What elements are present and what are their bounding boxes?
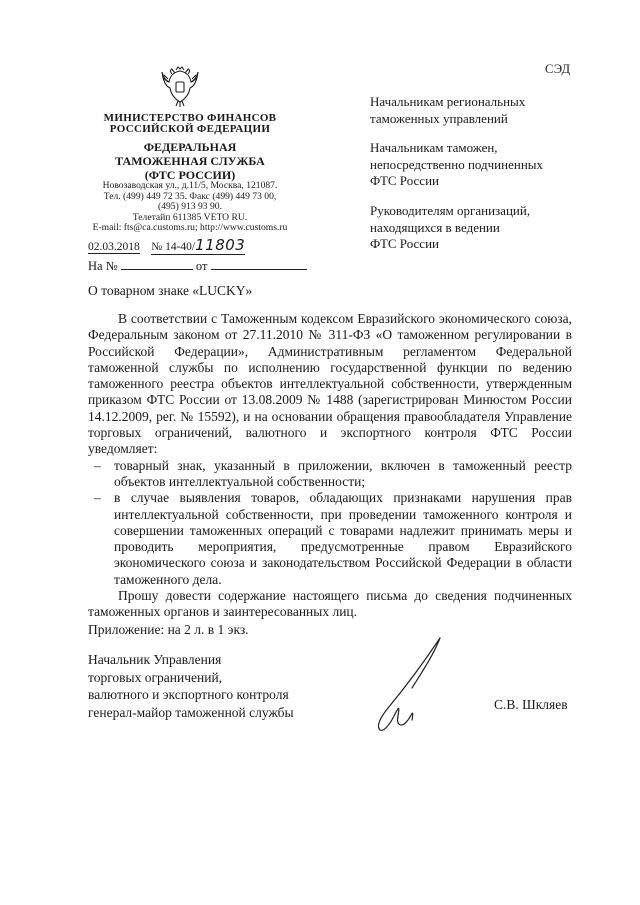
letter-subject: О товарном знаке «LUCKY»	[88, 283, 253, 298]
service-line: ФЕДЕРАЛЬНАЯ	[143, 140, 237, 154]
reference-from-blank	[211, 259, 307, 270]
body-bullets	[88, 458, 572, 588]
bullet-text: товарный знак, указанный в приложении, включен в таможенный реестр объектов интеллектуальной собственности;	[114, 457, 572, 489]
list-item: – в случае выявления товаров, обладающих признаками нарушения прав интеллектуальной собственности, при проведении таможенного контроля и совершении таможенных операций с товарами надлежит принимать меры и проводить мероприятия, предусмотренные правом Евразийского экономического союза и законодательством Российской Федерации в области таможенного дела.	[94, 490, 572, 587]
ministry-line: МИНИСТЕРСТВО ФИНАНСОВ	[103, 112, 277, 124]
signatory-line: валютного и экспортного контроля	[88, 687, 289, 702]
handwritten-signature	[368, 636, 458, 736]
contact-details	[80, 181, 300, 234]
service-line: ТАМОЖЕННАЯ СЛУЖБА	[115, 154, 265, 168]
contact-line: Новозаводская ул., д.11/5, Москва, 121087.	[102, 180, 278, 191]
registration-number-handwritten: 11803	[195, 236, 246, 254]
signatory-line: Начальник Управления	[88, 652, 222, 667]
registration-date: 02.03.2018	[88, 241, 140, 253]
body-closing: Прошу довести содержание настоящего письма до сведения подчиненных таможенных органов и заинтересованных лиц.	[88, 588, 572, 620]
coat-of-arms-emblem	[161, 66, 199, 108]
body-intro: В соответствии с Таможенным кодексом Евразийского экономического союза, Федеральным законом от 27.11.2010 № 311-ФЗ «О таможенном регулировании в Российской Федерации», Административным регламентом Федеральной таможенной службы по исполнению государственной функции по ведению таможенного реестра объектов интеллектуальной собственности, утвержденным приказом ФТС России от 13.08.2009 № 1488 (зарегистрирован Минюстом России 14.12.2009, рег. № 15592), и на основании обращения правообладателя Управление торговых ограничений, валютного и экспортного контроля ФТС России уведомляет:	[88, 311, 572, 457]
attachment-note: Приложение: на 2 л. в 1 экз.	[88, 622, 249, 637]
signatory-title	[88, 651, 294, 721]
ministry-line: РОССИЙСКОЙ ФЕДЕРАЦИИ	[109, 123, 271, 135]
contact-line: Телетайп 611385 VETO RU.	[132, 211, 248, 223]
contact-line: E-mail: fts@ca.customs.ru; http://www.customs.ru	[92, 222, 288, 234]
contact-line: (495) 913 93 90.	[158, 201, 222, 213]
ministry-name	[90, 113, 290, 135]
letter-body	[88, 311, 572, 621]
addressee-organizations: Руководителям организаций, находящихся в ведении ФТС России	[370, 203, 531, 251]
list-item: – товарный знак, указанный в приложении, включен в таможенный реестр объектов интеллектуальной собственности;	[94, 457, 572, 489]
registration-line	[88, 236, 245, 255]
sed-mark: СЭД	[545, 62, 571, 76]
reference-from-label: от	[195, 259, 208, 273]
contact-line: Тел. (499) 449 72 35. Факс (499) 449 73 00,	[103, 190, 277, 202]
addressee-customs: Начальникам таможен, непосредственно подчиненных ФТС России	[370, 140, 544, 188]
addressee-regional: Начальникам региональных таможенных управлений	[370, 94, 526, 126]
registration-number-prefix: № 14-40/	[151, 241, 196, 253]
service-line: (ФТС РОССИИ)	[144, 168, 236, 182]
service-name	[90, 140, 290, 182]
registration-number	[151, 236, 245, 255]
reference-line	[88, 259, 307, 274]
reference-no-blank	[121, 259, 193, 270]
signatory-line: торговых ограничений,	[88, 669, 223, 685]
bullet-text: в случае выявления товаров, обладающих признаками нарушения прав интеллектуальной собственности, при проведении таможенного контроля и совершении таможенных операций с товарами надлежит принимать меры и проводить мероприятия, предусмотренные правом Евразийского экономического союза и законодательством Российской Федерации в области таможенного дела.	[114, 490, 572, 587]
reference-no-label: На №	[88, 259, 118, 273]
signatory-line: генерал-майор таможенной службы	[88, 704, 294, 720]
signatory-name: С.В. Шкляев	[494, 697, 568, 712]
